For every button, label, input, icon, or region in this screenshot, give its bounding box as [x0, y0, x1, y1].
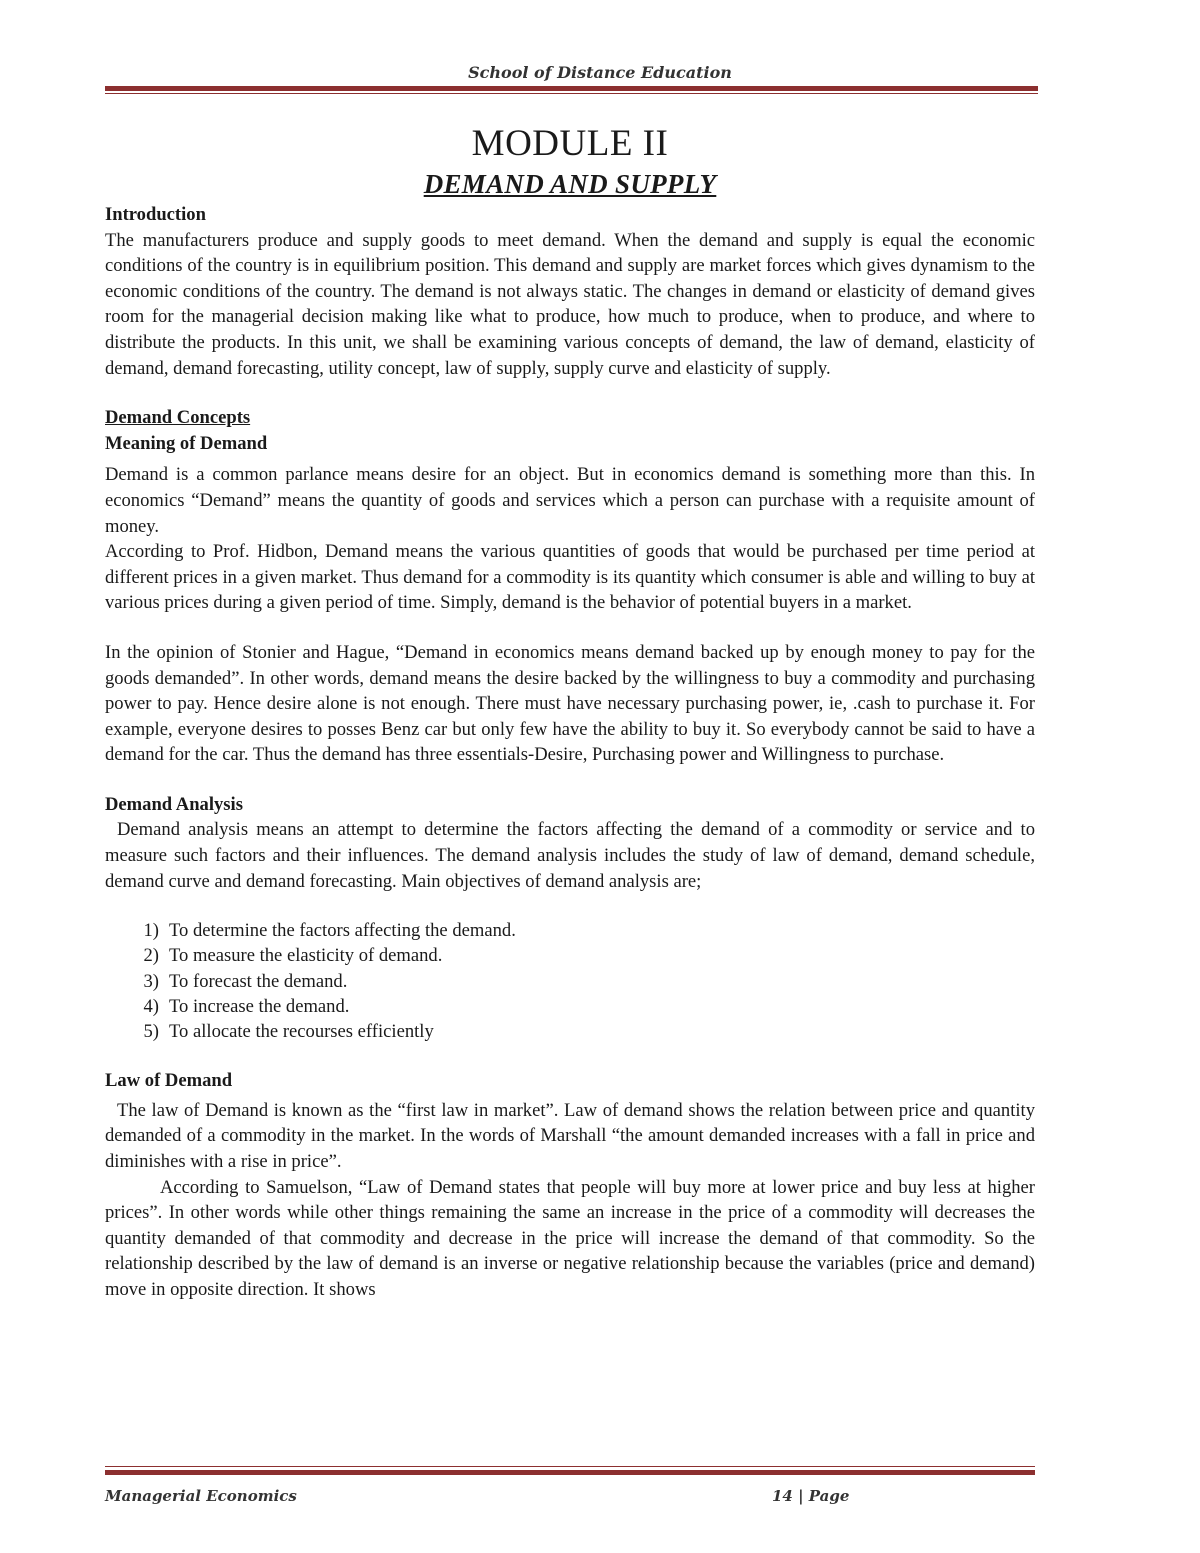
- footer-rule-thin: [105, 1466, 1035, 1467]
- list-item: 3) To forecast the demand.: [143, 970, 348, 992]
- law-of-demand-paragraph-2: According to Samuelson, “Law of Demand states that people will buy more at lower price and buy less at higher prices”. In other words while other things remaining the same an increase in the price of a commodity will decreases the quantity demanded of that commodity and decrease in the price will increase the demand of that commodity. So the relationship described by the law of demand is an inverse or negative relationship because the variables (price and demand) move in opposite direction. It shows: [105, 1176, 1035, 1301]
- meaning-of-demand-heading: Meaning of Demand: [105, 432, 268, 454]
- list-item: 2) To measure the elasticity of demand.: [143, 945, 443, 967]
- header-rule-thin: [105, 93, 1038, 94]
- law-of-demand-paragraph-1: The law of Demand is known as the “first law in market”. Law of demand shows the relation between price and quantity demanded of a commodity in the market. In the words of Marshall “the amount demanded increases with a fall in price and diminishes with a rise in price”.: [105, 1099, 1035, 1173]
- list-item: 1) To determine the factors affecting the demand.: [143, 920, 516, 942]
- meaning-paragraph-1: Demand is a common parlance means desire for an object. But in economics demand is something more than this. In economics “Demand” means the quantity of goods and services which a person can purchase with a requisite amount of money.: [105, 464, 1035, 537]
- objectives-list: [105, 918, 1035, 1044]
- meaning-paragraph-3: In the opinion of Stonier and Hague, “Demand in economics means demand backed up by enough money to pay for the goods demanded”. In other words, demand means the desire backed by the willingness to buy a commodity and purchasing power to pay. Hence desire alone is not enough. There must have necessary purchasing power, ie, .cash to purchase it. For example, everyone desires to posses Benz car but only few have the ability to buy it. So everybody cannot be said to have a demand for the car. Thus the demand has three essentials-Desire, Purchasing power and Willingness to purchase.: [105, 641, 1035, 766]
- header-rule: [105, 86, 1038, 91]
- demand-concepts-heading: Demand Concepts: [105, 407, 251, 429]
- demand-analysis-heading: Demand Analysis: [105, 793, 243, 815]
- footer-rule: [105, 1470, 1035, 1475]
- running-header: School of Distance Education: [468, 63, 732, 82]
- meaning-paragraph-2: According to Prof. Hidbon, Demand means the various quantities of goods that would be purchased per time period at different prices in a given market. Thus demand for a commodity is its quantity which consumer is able and willing to buy at various prices during a given period of time. Simply, demand is the behavior of potential buyers in a market.: [105, 541, 1035, 614]
- introduction-heading: Introduction: [105, 204, 206, 225]
- list-item: 4) To increase the demand.: [143, 995, 350, 1017]
- introduction-paragraph: The manufacturers produce and supply goods to meet demand. When the demand and supply is equal the economic conditions of the country is in equilibrium position. This demand and supply are market forces which gives dynamism to the economic conditions of the country. The demand is not always static. The changes in demand or elasticity of demand gives room for the managerial decision making like what to produce, how much to produce, when to produce, and where to distribute the products. In this unit, we shall be examining various concepts of demand, the law of demand, elasticity of demand, demand forecasting, utility concept, law of supply, supply curve and elasticity of supply.: [105, 229, 1035, 379]
- module-title: MODULE II: [471, 123, 669, 164]
- demand-analysis-paragraph: Demand analysis means an attempt to determine the factors affecting the demand of a commodity or service and to measure such factors and their influences. The demand analysis includes the study of law of demand, demand schedule, demand curve and demand forecasting. Main objectives of demand analysis are;: [105, 819, 1035, 892]
- footer-course-title: Managerial Economics: [105, 1487, 297, 1505]
- page-number: 14 | Page: [772, 1487, 850, 1505]
- page-body: [105, 122, 1035, 1303]
- module-subtitle: DEMAND AND SUPPLY: [423, 169, 717, 199]
- law-of-demand-heading: Law of Demand: [105, 1070, 233, 1092]
- list-item: 5) To allocate the recourses efficiently: [143, 1021, 434, 1043]
